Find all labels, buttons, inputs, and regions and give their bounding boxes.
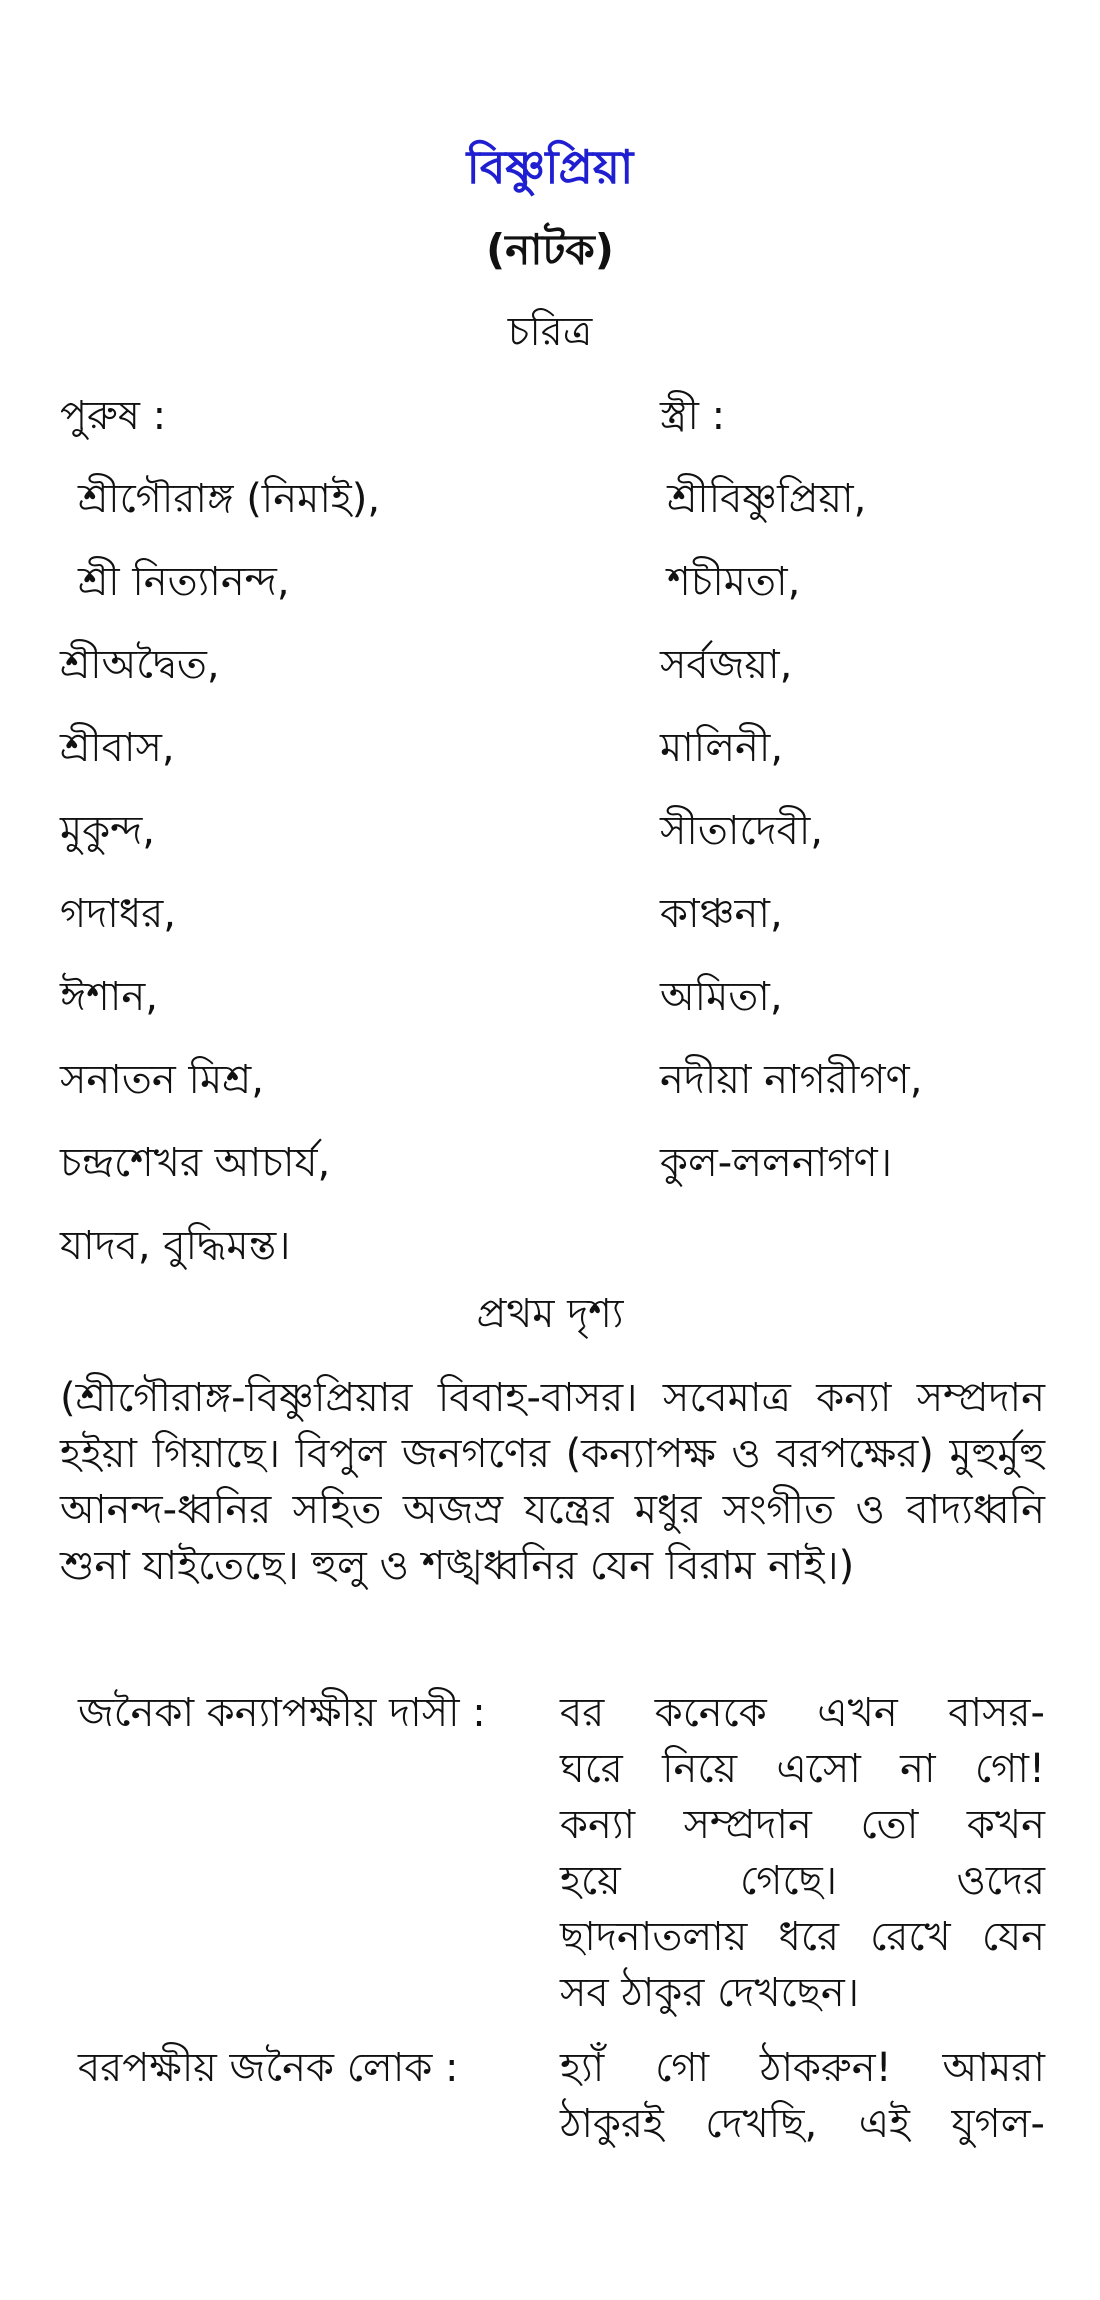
speech-line: কন্যা সম্প্রদান তো কখন xyxy=(560,1802,1045,1848)
speech-line: হয়ে গেছে। ওদের xyxy=(560,1858,1045,1904)
male-character: গদাধর, xyxy=(60,891,176,937)
female-character: মালিনী, xyxy=(660,725,784,771)
speech-line: হ্যাঁ গো ঠাকরুন! আমরা xyxy=(560,2045,1045,2091)
speech-text xyxy=(560,2040,1045,2152)
dialogue-entry xyxy=(60,1685,1045,2021)
play-title: বিষ্ণুপ্রিয়া xyxy=(466,140,634,194)
female-character: সর্বজয়া, xyxy=(660,642,793,688)
speech-line: ছাদনাতলায় ধরে রেখে যেন xyxy=(560,1914,1045,1960)
female-character: শচীমতা, xyxy=(667,559,801,605)
cast-headings-row xyxy=(60,392,1050,475)
cast-row xyxy=(60,641,1050,724)
speaker-name: বরপক্ষীয় জনৈক লোক : xyxy=(78,2045,459,2091)
cast-row xyxy=(60,724,1050,807)
stage-direction: (শ্রীগৌরাঙ্গ-বিষ্ণুপ্রিয়ার বিবাহ-বাসর। সবেমাত্র কন্যা সম্প্রদান হইয়া গিয়াছে। বিপুল জনগণের (কন্যাপক্ষ ও বরপক্ষের) মুহুর্মুহু আনন্দ-ধ্বনির সহিত অজস্র যন্ত্রের মধুর সংগীত ও বাদ্যধ্বনি শুনা যাইতেছে। হুলু ও শঙ্খধ্বনির যেন বিরাম নাই।) xyxy=(60,1375,1045,1589)
speech-line: ঘরে নিয়ে এসো না গো! xyxy=(560,1746,1045,1792)
cast-row xyxy=(60,475,1050,558)
female-character: নদীয়া নাগরীগণ, xyxy=(660,1057,923,1103)
play-subtitle: (নাটক) xyxy=(486,225,614,274)
speaker-name: জনৈকা কন্যাপক্ষীয় দাসী : xyxy=(78,1690,486,1736)
female-character: কুল-ললনাগণ। xyxy=(660,1140,893,1186)
cast-row xyxy=(60,1056,1050,1139)
cast-row xyxy=(60,558,1050,641)
male-character: সনাতন মিশ্র, xyxy=(60,1057,264,1103)
male-character: যাদব, বুদ্ধিমন্ত। xyxy=(60,1223,291,1269)
cast-row xyxy=(60,807,1050,890)
male-character: ঈশান, xyxy=(60,974,158,1020)
male-character: শ্রীঅদ্বৈত, xyxy=(60,642,220,688)
female-character: কাঞ্চনা, xyxy=(660,891,783,937)
male-heading: পুরুষ : xyxy=(60,393,167,439)
speech-line: ঠাকুরই দেখছি, এই যুগল- xyxy=(560,2101,1045,2147)
cast-row xyxy=(60,1139,1050,1222)
cast-row xyxy=(60,973,1050,1056)
dialogue-entry xyxy=(60,2040,1045,2152)
male-character: শ্রীগৌরাঙ্গ (নিমাই), xyxy=(78,476,381,522)
male-character: মুকুন্দ, xyxy=(60,808,156,854)
scene-heading: প্রথম দৃশ্য xyxy=(476,1291,624,1337)
speech-line: সব ঠাকুর দেখছেন। xyxy=(560,1970,860,2016)
male-character: শ্রীবাস, xyxy=(60,725,175,771)
characters-heading: চরিত্র xyxy=(507,309,593,355)
male-character: শ্রী নিত্যানন্দ, xyxy=(78,559,290,605)
male-character: চন্দ্রশেখর আচার্য, xyxy=(60,1140,331,1186)
female-character: অমিতা, xyxy=(660,974,783,1020)
speech-line: বর কনেকে এখন বাসর- xyxy=(560,1690,1045,1736)
female-character: শ্রীবিষ্ণুপ্রিয়া, xyxy=(667,476,867,522)
cast-row xyxy=(60,890,1050,973)
speech-text xyxy=(560,1685,1045,2021)
female-character: সীতাদেবী, xyxy=(660,808,823,854)
female-heading: স্ত্রী : xyxy=(660,393,726,439)
cast-list xyxy=(60,392,1050,1305)
